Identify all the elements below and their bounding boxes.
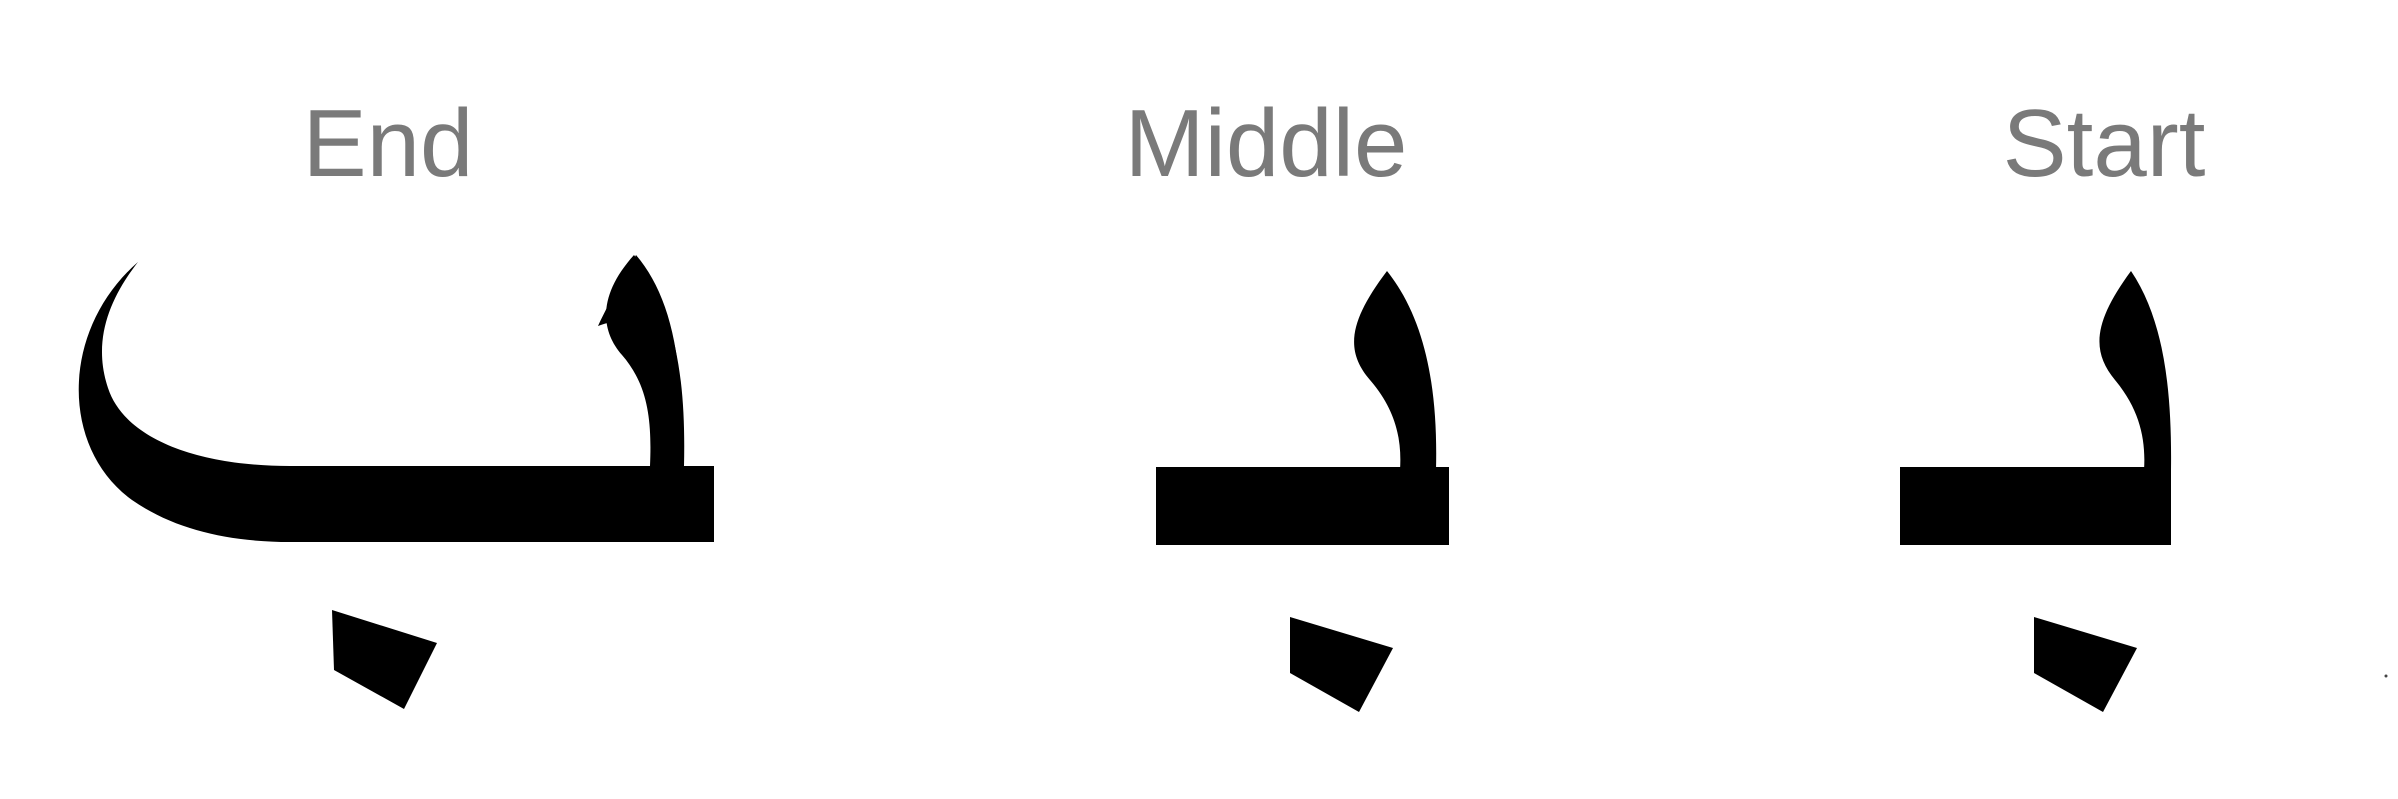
- glyph-middle-ascender: [1354, 271, 1436, 470]
- label-start-form: Start: [2002, 90, 2206, 197]
- glyph-end-ascender: [606, 255, 684, 466]
- label-end-form: End: [302, 90, 474, 197]
- glyph-start-body: [1900, 467, 2171, 545]
- glyph-middle-form: [1156, 271, 1449, 712]
- stray-dot-mark: [2385, 675, 2388, 678]
- glyph-start-dot: [2034, 617, 2137, 712]
- glyph-end-form: [79, 255, 714, 709]
- label-middle-form: Middle: [1124, 90, 1408, 197]
- glyph-start-ascender: [2099, 271, 2171, 470]
- glyph-middle-dot: [1290, 617, 1393, 712]
- glyph-start-form: [1900, 271, 2171, 712]
- glyph-end-dot: [332, 610, 437, 709]
- glyph-middle-body: [1156, 467, 1449, 545]
